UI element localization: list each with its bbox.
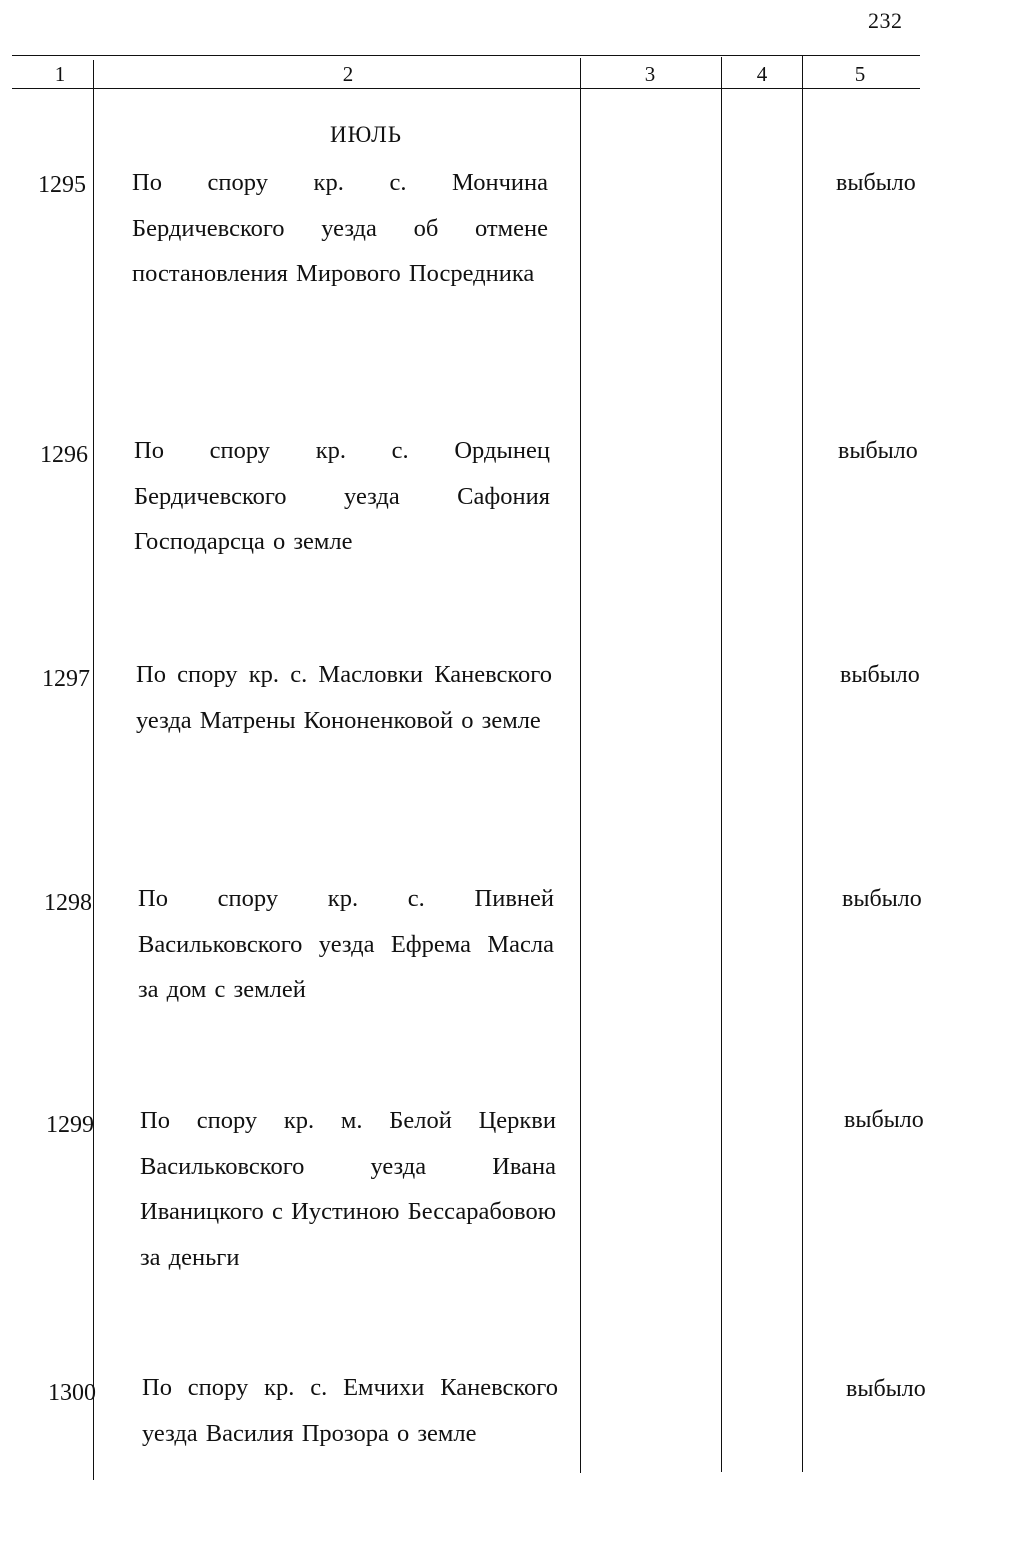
column-header-5: 5 xyxy=(854,62,866,86)
entry-status: выбыло xyxy=(840,662,920,688)
entry-description: По спору кр. с. Пивней Васильковского уезда Ефрема Масла за дом с землей xyxy=(138,885,554,1003)
entry-number: 1300 xyxy=(48,1380,96,1406)
entry-number: 1298 xyxy=(44,890,92,916)
column-header-1: 1 xyxy=(54,62,66,86)
entry-status: выбыло xyxy=(836,170,916,196)
header-bottom-rule xyxy=(12,88,920,89)
column-divider-2-3 xyxy=(580,58,581,1473)
entry-description: По спору кр. м. Белой Церкви Васильковского уезда Ивана Иваницкого с Иустиною Бессарабовою за деньги xyxy=(140,1107,556,1271)
entry-status: выбыло xyxy=(846,1376,926,1402)
entry-description: По спору кр. с. Ордынец Бердичевского уезда Сафония Господарсца о земле xyxy=(134,437,550,555)
entry-status: выбыло xyxy=(842,886,922,912)
column-header-3: 3 xyxy=(644,62,656,86)
column-header-4: 4 xyxy=(756,62,768,86)
entry-description: По спору кр. с. Масловки Каневского уезда Матрены Кононенковой о земле xyxy=(136,661,552,734)
column-divider-1-2 xyxy=(93,60,94,1480)
entry-number: 1296 xyxy=(40,442,88,468)
column-divider-3-4 xyxy=(721,57,722,1472)
page-number: 232 xyxy=(868,8,903,33)
entry-status: выбыло xyxy=(844,1107,924,1133)
entry-description: По спору кр. с. Мончина Бердичевского уезда об отмене постановления Мирового Посредника xyxy=(132,169,548,287)
column-header-2: 2 xyxy=(342,62,354,86)
entry-number: 1297 xyxy=(42,666,90,692)
entry-number: 1295 xyxy=(38,172,86,198)
table-top-rule xyxy=(12,55,920,56)
month-heading: ИЮЛЬ xyxy=(330,122,402,147)
entry-number: 1299 xyxy=(46,1112,94,1138)
entry-status: выбыло xyxy=(838,438,918,464)
column-divider-4-5 xyxy=(802,56,803,1472)
entry-description: По спору кр. с. Емчихи Каневского уезда Василия Прозора о земле xyxy=(142,1374,558,1447)
